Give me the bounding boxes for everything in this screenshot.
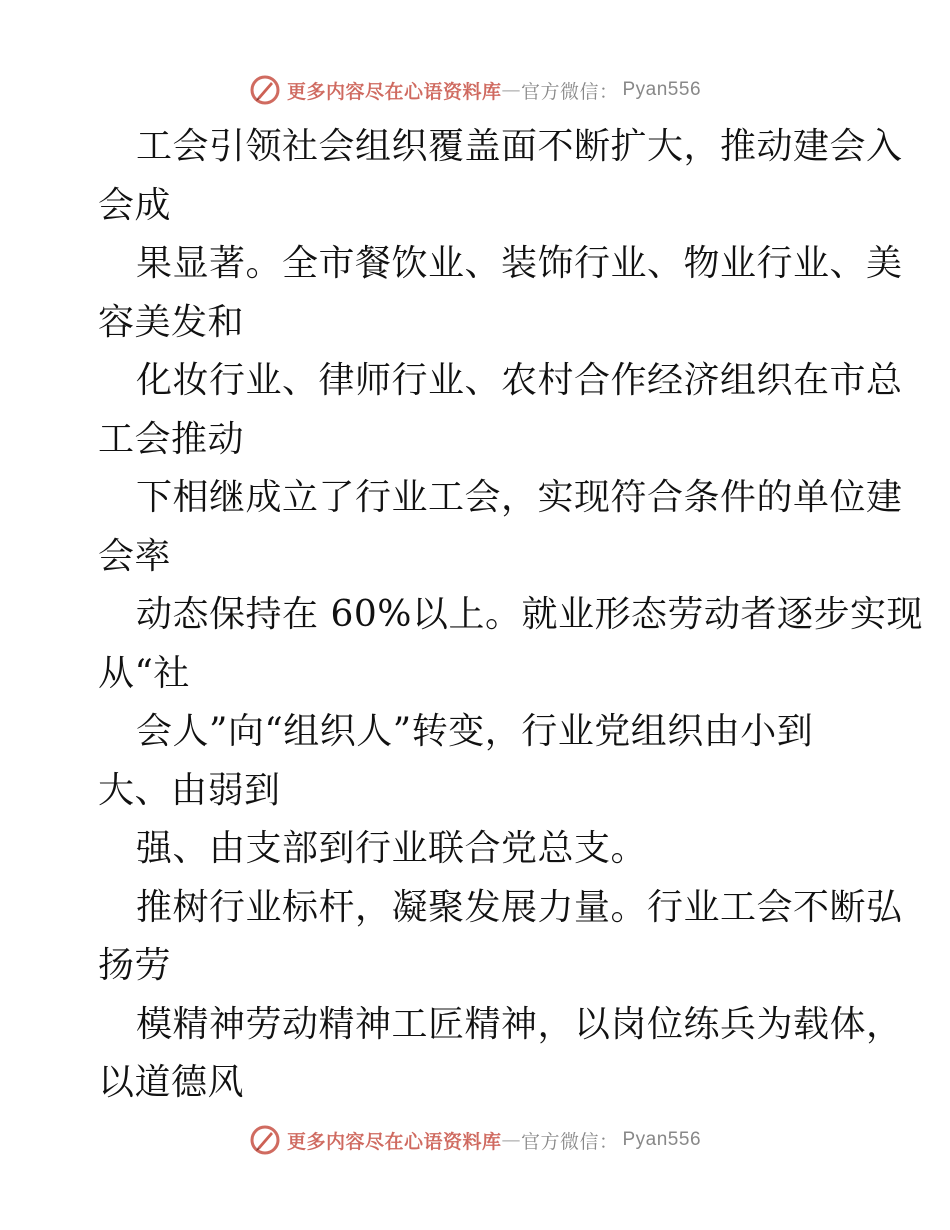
quill-seal-icon xyxy=(249,1124,281,1156)
text-line: 会成 xyxy=(98,184,172,226)
text-line: 工会推动 xyxy=(98,418,245,460)
text-line: 下相继成立了行业工会，实现符合条件的单位建 xyxy=(136,477,903,518)
watermark-dash: — xyxy=(501,79,521,101)
text-line: 以道德风 xyxy=(98,1062,245,1103)
text-line: 大、由弱到 xyxy=(98,769,281,811)
text-line: 扬劳 xyxy=(98,945,172,986)
text-line: 工会引领社会组织覆盖面不断扩大，推动建会入 xyxy=(136,126,903,167)
text-line: 容美发和 xyxy=(98,301,245,343)
header-watermark xyxy=(0,72,950,108)
watermark-wechat-id: Pyan556 xyxy=(622,79,702,100)
watermark-wechat-id: Pyan556 xyxy=(622,1129,702,1150)
quill-seal-icon xyxy=(249,74,281,106)
text-line: 果显著。全市餐饮业、装饰行业、物业行业、美 xyxy=(136,243,903,284)
text-line: 会率 xyxy=(98,535,172,577)
text-line: 会人”向“组织人”转变，行业党组织由小到 xyxy=(136,711,814,752)
watermark-brand: 更多内容尽在心语资料库 xyxy=(286,1130,502,1153)
watermark-official-label: 官方微信： xyxy=(520,1130,619,1153)
footer-watermark xyxy=(0,1122,950,1158)
watermark-dash: — xyxy=(501,1129,521,1151)
text-line: 从“社 xyxy=(98,652,190,694)
watermark-brand: 更多内容尽在心语资料库 xyxy=(286,80,502,103)
text-line: 强、由支部到行业联合党总支。 xyxy=(136,828,648,869)
watermark-official-label: 官方微信： xyxy=(520,80,619,103)
text-line: 推树行业标杆，凝聚发展力量。行业工会不断弘 xyxy=(136,886,903,928)
text-line: 动态保持在 60%以上。就业形态劳动者逐步实现 xyxy=(136,594,923,635)
document-body xyxy=(98,118,923,1113)
text-line: 化妆行业、律师行业、农村合作经济组织在市总 xyxy=(136,360,903,401)
text-line: 模精神劳动精神工匠精神，以岗位练兵为载体， xyxy=(136,1003,903,1045)
